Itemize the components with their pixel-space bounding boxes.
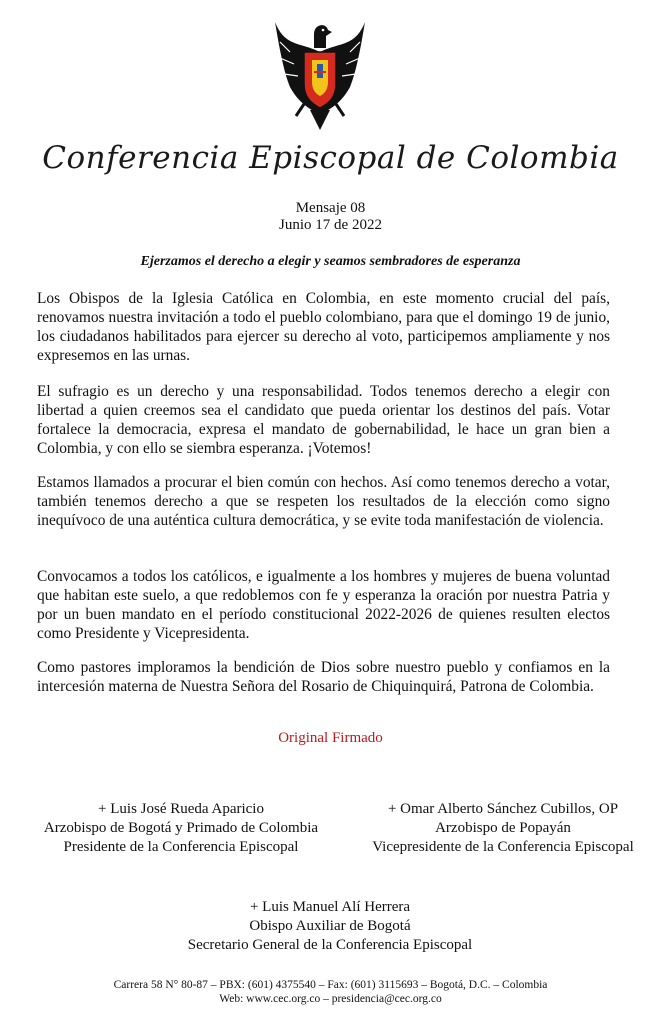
signatory-office: Presidente de la Conferencia Episcopal: [63, 839, 299, 855]
signatory-name: + Luis Manuel Alí Herrera: [249, 899, 411, 915]
signatory-name: + Luis José Rueda Aparicio: [98, 801, 264, 817]
signatory-role: Obispo Auxiliar de Bogotá: [249, 918, 411, 934]
body-paragraph: Convocamos a todos los católicos, e igualmente a los hombres y mujeres de buena voluntad que habitan este suelo, a que redoblemos con fe y esperanza la oración por nuestra Patria y por un buen mandato en el período constitucional 2022-2026 de quienes resulten electos como Presidente y Vicepresidenta.: [37, 568, 610, 642]
signatory-role: Arzobispo de Popayán: [435, 820, 571, 836]
footer-address: Carrera 58 N° 80-87 – PBX: (601) 4375540 – Fax: (601) 3115693 – Bogotá, D.C. – Colombia: [113, 979, 548, 991]
signatory-name: + Omar Alberto Sánchez Cubillos, OP: [387, 801, 619, 817]
footer-web: Web: www.cec.org.co – presidencia@cec.org.co: [219, 993, 442, 1005]
message-number: Mensaje 08: [295, 200, 366, 216]
message-header: [0, 200, 661, 234]
body-paragraph: Los Obispos de la Iglesia Católica en Colombia, en este momento crucial del país, renovamos nuestra invitación a todo el pueblo colombiano, para que el domingo 19 de junio, los ciudadanos habilitados para ejercer su derecho al voto, participemos ampliamente y nos expresemos en las urnas.: [37, 290, 610, 364]
original-signed-label: Original Firmado: [278, 730, 383, 746]
signatory-president: [20, 800, 342, 857]
body-paragraph: Como pastores imploramos la bendición de Dios sobre nuestro pueblo y confiamos en la intercesión materna de Nuestra Señora del Rosario de Chiquinquirá, Patrona de Colombia.: [37, 659, 610, 695]
signatory-role: Arzobispo de Bogotá y Primado de Colombia: [43, 820, 319, 836]
signatory-office: Secretario General de la Conferencia Episcopal: [187, 937, 473, 953]
message-title: Ejerzamos el derecho a elegir y seamos sembradores de esperanza: [140, 254, 521, 269]
signatory-secretary: [130, 898, 530, 955]
body-paragraph: El sufragio es un derecho y una responsabilidad. Todos tenemos derecho a elegir con libertad a quien creemos sea el candidato que pueda orientar los destinos del país. Votar fortalece la democracia, expresa el mandato de gobernabilidad, le hace un gran bien a Colombia, y con ello se siembra esperanza. ¡Votemos!: [37, 383, 610, 457]
organization-name: Conferencia Episcopal de Colombia: [42, 140, 619, 176]
signatory-office: Vicepresidente de la Conferencia Episcopal: [372, 839, 634, 855]
footer: [0, 978, 661, 1006]
eagle-crest-logo: [270, 12, 370, 132]
signatory-vicepresident: [350, 800, 656, 857]
message-date: Junio 17 de 2022: [279, 217, 382, 233]
body-paragraph: Estamos llamados a procurar el bien común con hechos. Así como tenemos derecho a votar, también tenemos derecho a que se respeten los resultados de la elección como signo inequívoco de una auténtica cultura democrática, y se evite toda manifestación de violencia.: [37, 474, 610, 529]
